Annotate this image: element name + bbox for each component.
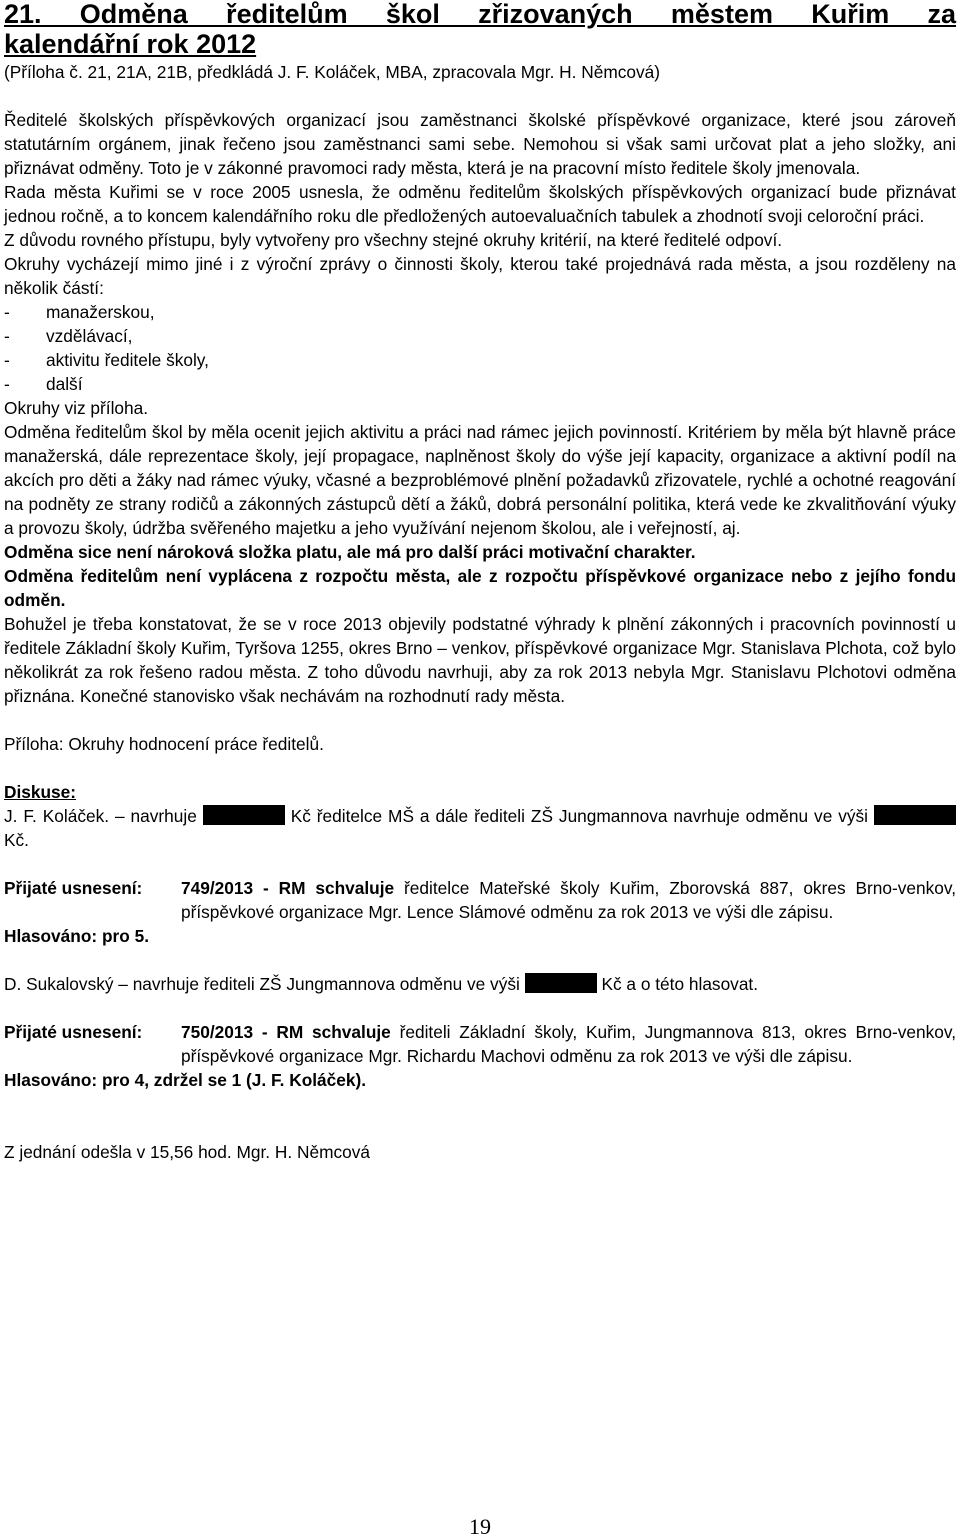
paragraph-9: Bohužel je třeba konstatovat, že se v roce 2013 objevily podstatné výhrady k plnění zákonných i pracovních povinností u ředitele Základní školy Kuřim, Tyršova 1255, okres Brno – venkov, příspěvkové organizace Mgr. Stanislava Plchota, což bylo několikrát za rok řešeno radou města. Z toho důvodu navrhuji, aby za rok 2013 nebyla Mgr. Stanislavu Plchotovi odměna přiznána. Konečné stanovisko však nechávám na rozhodnutí rady města. bbox=[4, 614, 956, 706]
paragraph-8: Odměna ředitelům není vyplácena z rozpočtu města, ale z rozpočtu příspěvkové organizace nebo z jejího fondu odměn. bbox=[4, 566, 956, 610]
discussion-1-text-a: J. F. Koláček. – navrhuje bbox=[4, 806, 197, 826]
title-line-2: kalendářní rok 2012 bbox=[4, 29, 257, 59]
discussion-1-text-c: ve výši bbox=[814, 806, 868, 826]
resolution-text: řediteli Základní školy, Kuřim, Jungmannova 813, okres Brno-venkov, příspěvkové organizace Mgr. Richardu Machovi odměnu za rok 2013 ve výši dle zápisu. bbox=[181, 1022, 956, 1066]
redacted-amount bbox=[874, 805, 956, 825]
paragraph-2: Rada města Kuřimi se v roce 2005 usnesla, že odměnu ředitelům školských příspěvkových organizací bude přiznávat jednou ročně, a to koncem kalendářního roku dle předložených autoevaluačních tabulek a zhodnotí svoji celoroční práci. bbox=[4, 182, 956, 226]
redacted-amount bbox=[203, 805, 285, 825]
discussion-2 bbox=[4, 972, 956, 996]
discussion-1-text-b: Kč ředitelce MŠ a dále řediteli ZŠ Jungmannova navrhuje odměnu bbox=[290, 806, 809, 826]
attachment-note: Příloha: Okruhy hodnocení práce ředitelů. bbox=[4, 734, 324, 754]
list-item: - vzdělávací, bbox=[4, 324, 956, 348]
list-item: - manažerskou, bbox=[4, 300, 956, 324]
title-line-1: 21. Odměna ředitelům škol zřizovaných městem Kuřim za bbox=[4, 0, 956, 29]
vote-1: Hlasováno: pro 5. bbox=[4, 926, 150, 946]
resolution-1 bbox=[4, 876, 956, 924]
list-item: - další bbox=[4, 372, 956, 396]
paragraph-6: Odměna ředitelům škol by měla ocenit jejich aktivitu a práci nad rámec jejich povinností. Kritériem by měla být hlavně práce manažerská, dále reprezentace školy, její propagace, naplněnost školy do výše její kapacity, organizace a aktivní podíl na akcích pro děti a žáky nad rámec výuky, včasné a bezproblémové plnění požadavků zřizovatele, rychlé a ochotné reagování na podněty ze strany rodičů a zákonných zástupců dětí a žáků, dobrá personální politika, která vede ke zkvalitňování výuky a provozu školy, údržba svěřeného majetku a jeho využívání nejenom školou, ale i veřejností, aj. bbox=[4, 422, 956, 538]
paragraph-3: Z důvodu rovného přístupu, byly vytvořeny pro všechny stejné okruhy kritérií, na které ředitelé odpoví. bbox=[4, 230, 783, 250]
resolution-2 bbox=[4, 1020, 956, 1068]
resolution-body bbox=[181, 876, 956, 924]
intro-text: Ředitelé školských příspěvkových organizací jsou zaměstnanci školské příspěvkové organizace, které jsou zároveň statutárním orgánem, jinak řečeno jsou zaměstnanci sami sebe. bbox=[4, 110, 956, 154]
redacted-amount bbox=[525, 973, 597, 993]
resolution-label: Přijaté usnesení: bbox=[4, 1022, 143, 1042]
title bbox=[4, 0, 956, 60]
subtitle: (Příloha č. 21, 21A, 21B, předkládá J. F. Koláček, MBA, zpracovala Mgr. H. Němcová) bbox=[4, 62, 661, 82]
intro-text-tail: Nemohou si však sami určovat plat a jeho složky, ani přiznávat odměny. Toto je v zákonné pravomoci rady města, která je na pracovní místo ředitele školy jmenovala. bbox=[4, 134, 956, 178]
paragraph-5: Okruhy viz příloha. bbox=[4, 398, 149, 418]
closing-note: Z jednání odešla v 15,56 hod. Mgr. H. Němcová bbox=[4, 1142, 370, 1162]
discussion-2-text-a: D. Sukalovský – navrhuje řediteli ZŠ Jungmannova odměnu ve výši bbox=[4, 974, 520, 994]
paragraph-7: Odměna sice není nároková složka platu, ale má pro další práci motivační charakter. bbox=[4, 542, 696, 562]
document-page bbox=[4, 0, 956, 1164]
resolution-number: 750/2013 - RM schvaluje bbox=[181, 1022, 391, 1042]
discussion-1 bbox=[4, 804, 956, 852]
resolution-text: ředitelce Mateřské školy Kuřim, Zborovská 887, okres Brno-venkov, příspěvkové organizace Mgr. Lence Slámové odměnu za rok 2013 ve výši dle zápisu. bbox=[181, 878, 956, 922]
resolution-label: Přijaté usnesení: bbox=[4, 878, 143, 898]
paragraph-4: Okruhy vycházejí mimo jiné i z výroční zprávy o činnosti školy, kterou také projednává rada města, a jsou rozděleny na několik částí: bbox=[4, 254, 956, 298]
criteria-list bbox=[4, 300, 956, 396]
discussion-heading: Diskuse: bbox=[4, 782, 77, 802]
discussion-2-text-b: Kč a o této hlasovat. bbox=[601, 974, 759, 994]
list-item: - aktivitu ředitele školy, bbox=[4, 348, 956, 372]
page-number: 19 bbox=[469, 1514, 491, 1539]
resolution-number: 749/2013 - RM schvaluje bbox=[181, 878, 395, 898]
discussion-1-text-d: Kč. bbox=[4, 830, 29, 850]
vote-2: Hlasováno: pro 4, zdržel se 1 (J. F. Koláček). bbox=[4, 1070, 367, 1090]
intro-paragraph bbox=[4, 108, 956, 180]
resolution-body bbox=[181, 1020, 956, 1068]
